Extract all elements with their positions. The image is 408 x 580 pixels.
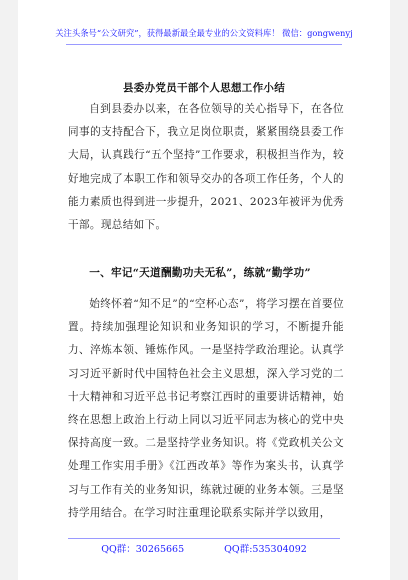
footer-qq-group-2: QQ群:535304092: [224, 544, 307, 555]
section-1-heading: 一、牢记“天道酬勤功夫无私”，练就“勤学功”: [89, 267, 311, 279]
footer-contacts: [18, 541, 390, 555]
intro-paragraph: 自到县委办以来，在各位领导的关心指导下，在各位同事的支持配合下，我立足岗位职责，紧紧围绕县委工作大局，认真践行“五个坚持”工作要求，积极担当作为，较好地完成了本职工作和领导交办的各项工作任务，个人的能力素质也得到进一步提升，2021、2023年被评为优秀干部。现总结如下。: [68, 103, 344, 232]
document-page: [18, 0, 390, 580]
footer-qq-group-1: QQ群：30265665: [101, 544, 185, 555]
document-title: 县委办党员干部个人思想工作小结: [123, 82, 285, 94]
footer-divider: [68, 538, 340, 539]
section-1-body: 始终怀着“知不足”的“空杯心态”，将学习摆在首要位置。持续加强理论知识和业务知识的学习，不断提升能力、淬炼本领、锤炼作风。一是坚持学政治理论。认真学习习近平新时代中国特色社会主义思想，深入学习党的二十大精神和习近平总书记考察江西时的重要讲话精神，始终在思想上政治上行动上同以习近平同志为核心的党中央保持高度一致。二是坚持学业务知识。将《党政机关公文处理工作实用手册》《江西改革》等作为案头书，认真学习与工作有关的业务知识，练就过硬的业务本领。三是坚持学用结合。在学习时注重理论联系实际并学以致用，: [68, 298, 344, 519]
header-divider: [66, 44, 342, 45]
header-notice: 关注头条号“公文研究”，获得最新最全最专业的公文资料库！ 微信：gongwenyj: [55, 28, 353, 38]
